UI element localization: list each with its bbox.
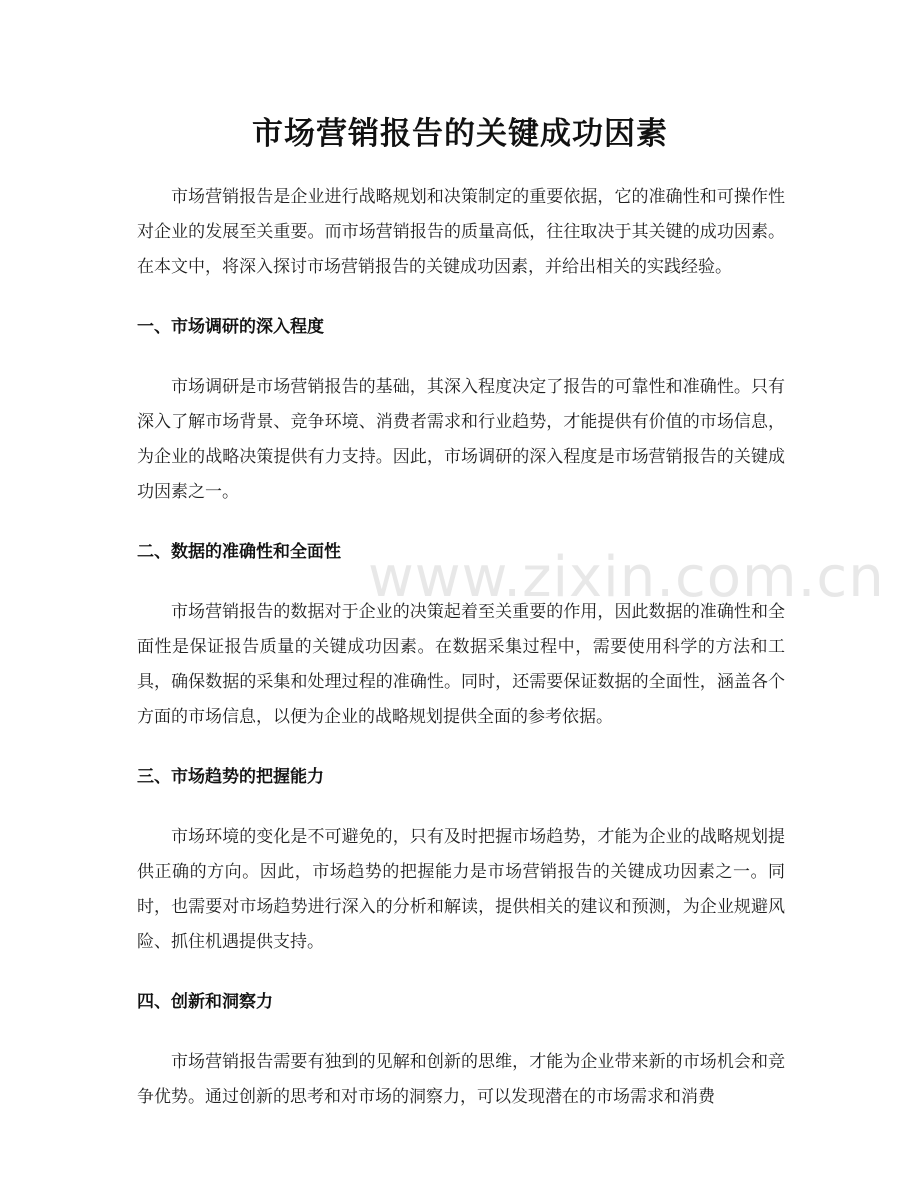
section-heading-1: 一、市场调研的深入程度	[137, 317, 324, 337]
watermark-text: www.zixin.com.cn	[368, 545, 885, 610]
section-heading-3: 三、市场趋势的把握能力	[137, 767, 324, 787]
section-body-4: 市场营销报告需要有独到的见解和创新的思维，才能为企业带来新的市场机会和竞争优势。通过创新的思考和对市场的洞察力，可以发现潜在的市场需求和消费	[137, 1052, 785, 1107]
section-body-2: 市场营销报告的数据对于企业的决策起着至关重要的作用，因此数据的准确性和全面性是保证报告质量的关键成功因素。在数据采集过程中，需要使用科学的方法和工具，确保数据的采集和处理过程的准确性。同时，还需要保证数据的全面性，涵盖各个方面的市场信息，以便为企业的战略规划提供全面的参考依据。	[137, 602, 785, 727]
section-body-1: 市场调研是市场营销报告的基础，其深入程度决定了报告的可靠性和准确性。只有深入了解市场背景、竞争环境、消费者需求和行业趋势，才能提供有价值的市场信息，为企业的战略决策提供有力支持。因此，市场调研的深入程度是市场营销报告的关键成功因素之一。	[137, 377, 785, 502]
document-body	[137, 180, 785, 1140]
document-title: 市场营销报告的关键成功因素	[252, 116, 668, 152]
section-body-3: 市场环境的变化是不可避免的，只有及时把握市场趋势，才能为企业的战略规划提供正确的方向。因此，市场趋势的把握能力是市场营销报告的关键成功因素之一。同时，也需要对市场趋势进行深入的分析和解读，提供相关的建议和预测，为企业规避风险、抓住机遇提供支持。	[137, 827, 785, 952]
section-heading-4: 四、创新和洞察力	[137, 992, 273, 1012]
section-heading-2: 二、数据的准确性和全面性	[137, 542, 341, 562]
intro-paragraph: 市场营销报告是企业进行战略规划和决策制定的重要依据，它的准确性和可操作性对企业的发展至关重要。而市场营销报告的质量高低，往往取决于其关键的成功因素。在本文中，将深入探讨市场营销报告的关键成功因素，并给出相关的实践经验。	[137, 187, 785, 277]
